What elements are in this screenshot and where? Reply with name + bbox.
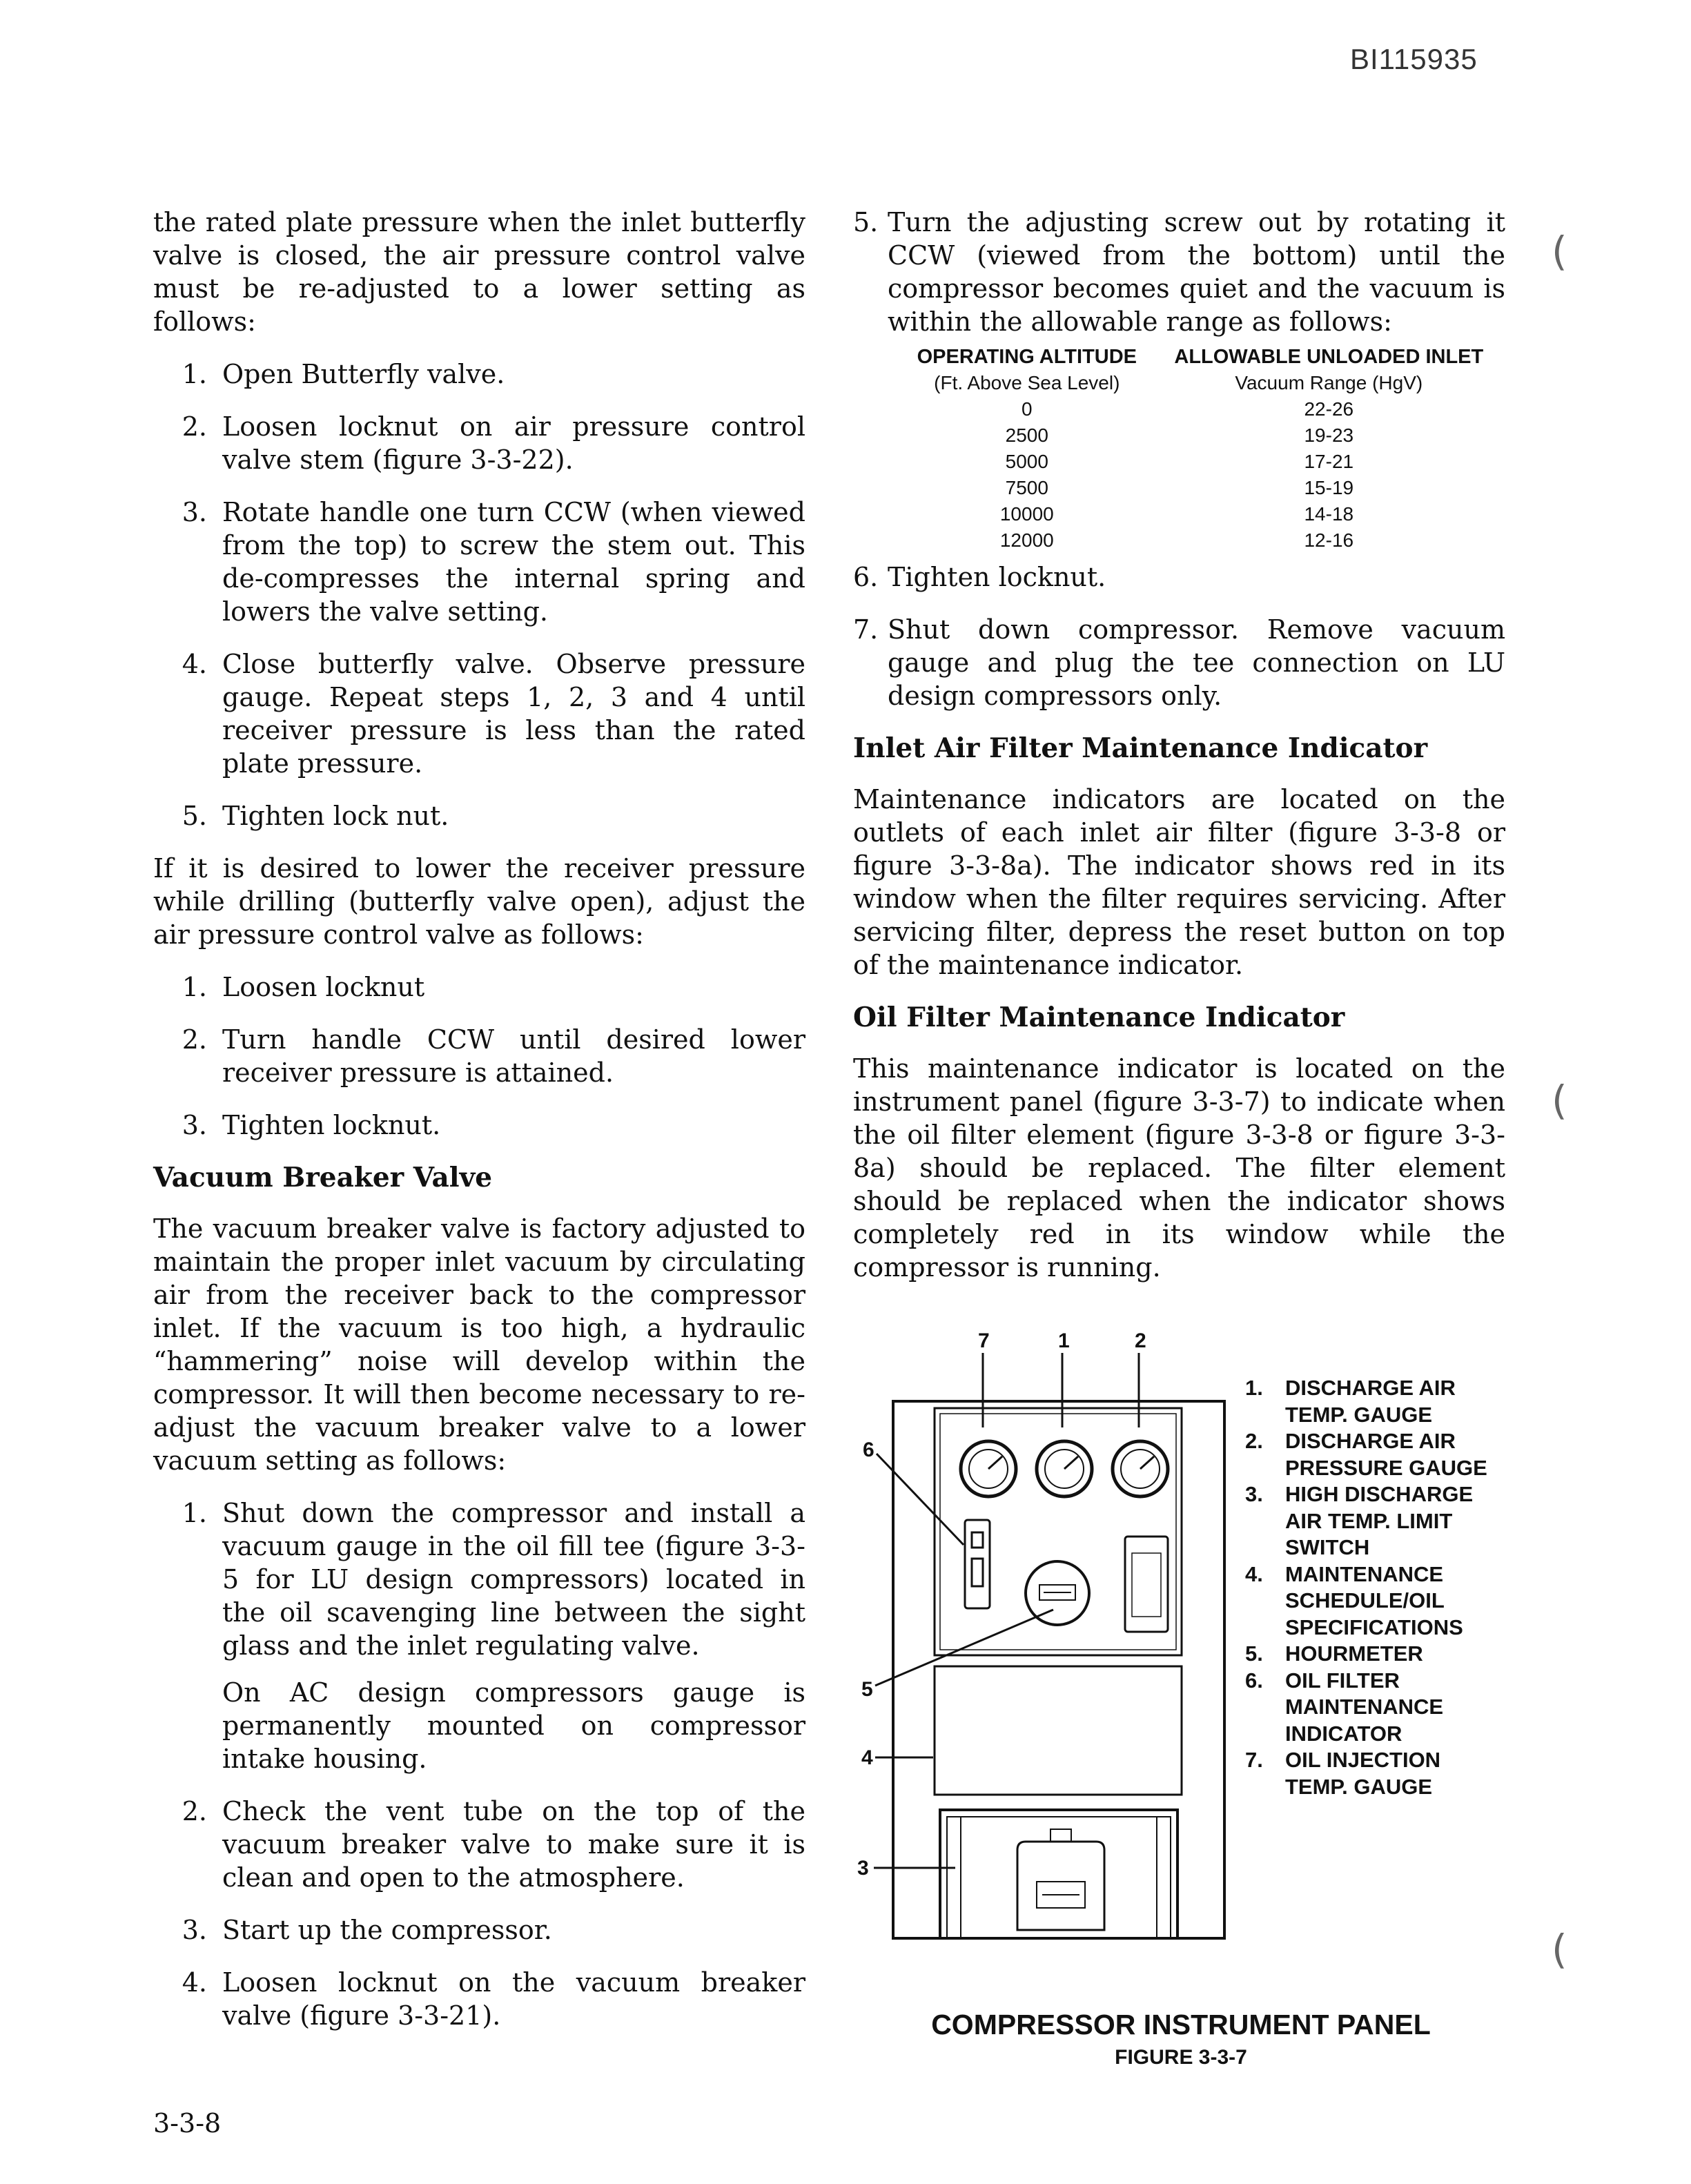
list-item: 1. Shut down the compressor and install a vacuum gauge in the oil fill tee (figure 3-3-5 for LU design compressors) located in the oil scavenging line between the sight glass and the inlet regulating valve. bbox=[182, 1498, 805, 1661]
list-item-note: On AC design compressors gauge is permanently mounted on compressor intake housing. bbox=[222, 1677, 805, 1774]
callout-3: 3 bbox=[857, 1857, 869, 1880]
discharge-air-temp-gauge bbox=[1037, 1441, 1092, 1496]
list-item: 3. Tighten locknut. bbox=[182, 1110, 441, 1140]
left-column bbox=[153, 206, 805, 2051]
table-row: 10000 14-18 bbox=[999, 503, 1354, 525]
figure-number: FIGURE 3-3-7 bbox=[1115, 2046, 1247, 2069]
oil-injection-temp-gauge bbox=[961, 1441, 1016, 1496]
list-item: 6. Tighten locknut. bbox=[853, 562, 1106, 592]
table-row: 2500 19-23 bbox=[1005, 425, 1354, 446]
right-column bbox=[853, 206, 1505, 1303]
maintenance-schedule-plate bbox=[935, 1666, 1182, 1795]
legend-item: 6. OIL FILTER MAINTENANCE INDICATOR bbox=[1245, 1668, 1444, 1746]
table-subheader: Vacuum Range (HgV) bbox=[1235, 372, 1423, 393]
callout-1: 1 bbox=[1058, 1329, 1070, 1352]
oil-filter-paragraph: This maintenance indicator is located on the instrument panel (figure 3-3-7) to indicate when the oil filter element (figure 3-3-8 or figure 3-3-8a) should be replaced. The filter element should be replaced when the indicator shows completely red in its window while the compressor is running. bbox=[853, 1053, 1505, 1283]
vacuum-breaker-paragraph: The vacuum breaker valve is factory adjusted to maintain the proper inlet vacuum by circulating air from the receiver back to the compressor inlet. If the vacuum is too high, a hydraulic “hammering” noise will develop within the compressor. It will then become necessary to re-adjust the vacuum breaker valve to a lower vacuum setting as follows: bbox=[153, 1213, 805, 1476]
list-item: 2. Check the vent tube on the top of the vacuum breaker valve to make sure it is clean and open to the atmosphere. bbox=[182, 1796, 805, 1893]
list-item: 1. Open Butterfly valve. bbox=[182, 359, 505, 389]
table-subheader: (Ft. Above Sea Level) bbox=[934, 372, 1120, 393]
page-number: 3-3-8 bbox=[153, 2108, 222, 2138]
leader-line bbox=[877, 1454, 964, 1545]
receiver-pressure-paragraph: If it is desired to lower the receiver pressure while drilling (butterfly valve open), adjust the air pressure control valve as follows: bbox=[153, 853, 805, 950]
table-header: ALLOWABLE UNLOADED INLET bbox=[1174, 346, 1484, 368]
table-row: 5000 17-21 bbox=[1005, 451, 1354, 472]
callout-4: 4 bbox=[861, 1746, 873, 1769]
margin-mark: ( bbox=[1552, 1926, 1567, 1973]
legend-item: 5. HOURMETER bbox=[1245, 1641, 1423, 1666]
margin-mark: ( bbox=[1552, 1077, 1567, 1124]
legend-item: 1. DISCHARGE AIR TEMP. GAUGE bbox=[1245, 1376, 1456, 1427]
inlet-filter-paragraph: Maintenance indicators are located on the outlets of each inlet air filter (figure 3-3-8 or figure 3-3-8a). The indicator shows red in its window when the filter requires servicing. After servicing filter, depress the reset button on top of the maintenance indicator. bbox=[853, 784, 1505, 980]
margin-mark: ( bbox=[1552, 228, 1567, 275]
legend-item: 7. OIL INJECTION TEMP. GAUGE bbox=[1245, 1748, 1441, 1799]
list-item: 7. Shut down compressor. Remove vacuum gauge and plug the tee connection on LU design compressors only. bbox=[853, 614, 1505, 711]
figure-legend bbox=[1245, 1375, 1507, 1800]
list-item: 3. Rotate handle one turn CCW (when viewed from the top) to screw the stem out. This de-compresses the internal spring and lowers the valve setting. bbox=[182, 497, 805, 627]
document-id: BI115935 bbox=[1350, 43, 1478, 75]
steps-list-c bbox=[153, 1496, 805, 2032]
panel-housing bbox=[893, 1401, 1224, 1938]
callout-6: 6 bbox=[863, 1439, 874, 1461]
list-item: 4. Loosen locknut on the vacuum breaker valve (figure 3-3-21). bbox=[182, 1967, 805, 2031]
list-item: 5. Tighten lock nut. bbox=[182, 801, 449, 831]
table-row: 12000 12-16 bbox=[999, 529, 1354, 551]
table-row: 0 22-26 bbox=[1022, 398, 1354, 420]
list-item: 1. Loosen locknut bbox=[182, 972, 425, 1002]
oil-filter-heading: Oil Filter Maintenance Indicator bbox=[853, 1002, 1345, 1033]
steps-list-d bbox=[853, 560, 1505, 712]
figure-title: COMPRESSOR INSTRUMENT PANEL bbox=[931, 2009, 1431, 2040]
vacuum-breaker-heading: Vacuum Breaker Valve bbox=[153, 1162, 493, 1193]
callout-5: 5 bbox=[861, 1678, 873, 1701]
vacuum-range-table bbox=[901, 344, 1505, 554]
legend-item: 2. DISCHARGE AIR PRESSURE GAUGE bbox=[1245, 1429, 1487, 1480]
table-row: 7500 15-19 bbox=[1005, 477, 1354, 498]
callout-2: 2 bbox=[1135, 1329, 1146, 1352]
lower-compartment bbox=[940, 1810, 1177, 1938]
discharge-air-pressure-gauge bbox=[1113, 1441, 1168, 1496]
table-header: OPERATING ALTITUDE bbox=[917, 346, 1137, 368]
list-item: 5. Turn the adjusting screw out by rotating it CCW (viewed from the bottom) until the compressor becomes quiet and the vacuum is within the allowable range as follows: bbox=[853, 207, 1505, 337]
oil-filter-indicator bbox=[965, 1520, 990, 1608]
steps-list-a bbox=[153, 358, 805, 832]
list-item: 2. Loosen locknut on air pressure control valve stem (figure 3-3-22). bbox=[182, 411, 805, 475]
callout-7: 7 bbox=[978, 1329, 990, 1352]
leader-line bbox=[875, 1610, 1053, 1686]
inlet-filter-heading: Inlet Air Filter Maintenance Indicator bbox=[853, 732, 1428, 764]
intro-paragraph: the rated plate pressure when the inlet butterfly valve is closed, the air pressure control valve must be re-adjusted to a lower setting as follows: bbox=[153, 207, 805, 337]
list-item: 3. Start up the compressor. bbox=[182, 1915, 552, 1945]
hourmeter bbox=[1026, 1561, 1089, 1625]
list-item: 4. Close butterfly valve. Observe pressure gauge. Repeat steps 1, 2, 3 and 4 until receiver pressure is less than the rated plate pressure. bbox=[182, 649, 805, 779]
temp-limit-switch bbox=[1125, 1537, 1168, 1632]
steps-list-b bbox=[153, 971, 805, 1142]
list-item: 2. Turn handle CCW until desired lower receiver pressure is attained. bbox=[182, 1024, 805, 1088]
legend-item: 4. MAINTENANCE SCHEDULE/OIL SPECIFICATIONS bbox=[1245, 1561, 1463, 1639]
legend-item: 3. HIGH DISCHARGE AIR TEMP. LIMIT SWITCH bbox=[1245, 1482, 1474, 1559]
